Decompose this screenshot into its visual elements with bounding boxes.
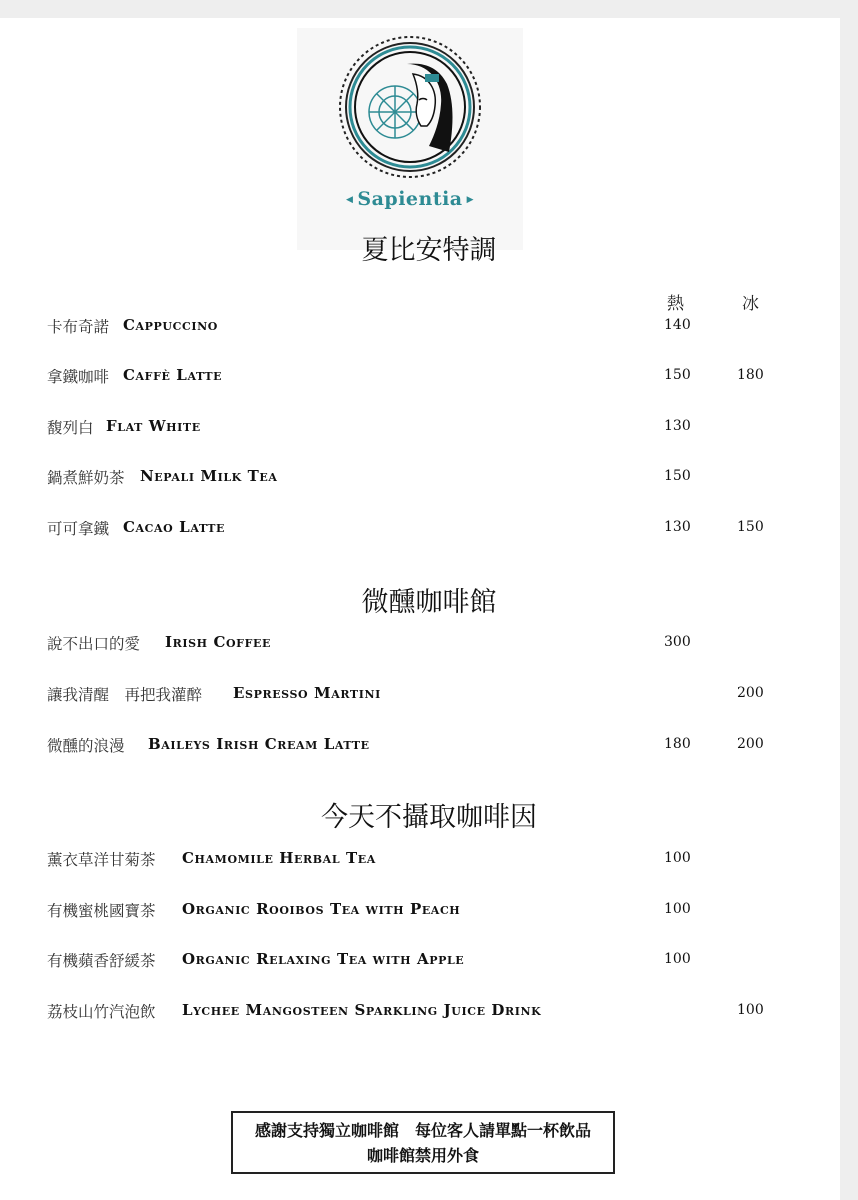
item-name-en: Organic Relaxing Tea with Apple bbox=[182, 950, 465, 968]
price-hot: 150 bbox=[664, 468, 691, 484]
price-ice: 100 bbox=[737, 1002, 764, 1018]
menu-row bbox=[47, 949, 787, 975]
menu-row bbox=[47, 466, 787, 492]
item-name-zh: 薰衣草洋甘菊茶 bbox=[47, 851, 156, 869]
item-name-zh: 微醺的浪漫 bbox=[47, 737, 125, 755]
goddess-emblem-icon bbox=[337, 34, 483, 180]
price-hot: 130 bbox=[664, 519, 691, 535]
item-name-zh: 有機蜜桃國寶茶 bbox=[47, 902, 156, 920]
price-hot: 130 bbox=[664, 418, 691, 434]
item-name-zh: 卡布奇諾 bbox=[47, 318, 110, 336]
menu-row bbox=[47, 632, 787, 658]
price-ice: 150 bbox=[737, 519, 764, 535]
left-triangle-icon: ◀ bbox=[345, 195, 354, 205]
price-hot: 100 bbox=[664, 901, 691, 917]
section-title-tipsy-cafe: 微醺咖啡館 bbox=[361, 587, 497, 618]
menu-row bbox=[47, 416, 787, 442]
item-name-en: Chamomile Herbal Tea bbox=[182, 849, 376, 867]
item-name-zh: 讓我清醒 再把我灌醉 bbox=[47, 686, 203, 704]
price-hot: 150 bbox=[664, 367, 691, 383]
item-name-zh: 馥列白 bbox=[47, 419, 94, 437]
item-name-zh: 拿鐵咖啡 bbox=[47, 368, 110, 386]
item-name-zh: 說不出口的愛 bbox=[47, 635, 141, 653]
price-hot: 100 bbox=[664, 850, 691, 866]
price-ice: 200 bbox=[737, 685, 764, 701]
item-name-en: Cacao Latte bbox=[123, 518, 226, 536]
item-name-en: Organic Rooibos Tea with Peach bbox=[182, 900, 461, 918]
item-name-en: Nepali Milk Tea bbox=[140, 467, 278, 485]
item-name-en: Lychee Mangosteen Sparkling Juice Drink bbox=[182, 1001, 542, 1019]
price-ice: 200 bbox=[737, 736, 764, 752]
price-hot: 180 bbox=[664, 736, 691, 752]
menu-row bbox=[47, 683, 787, 709]
price-ice: 180 bbox=[737, 367, 764, 383]
item-name-en: Baileys Irish Cream Latte bbox=[148, 735, 370, 753]
item-name-en: Flat White bbox=[106, 417, 201, 435]
menu-row bbox=[47, 1000, 787, 1026]
menu-row bbox=[47, 517, 787, 543]
price-hot: 140 bbox=[664, 317, 691, 333]
menu-row bbox=[47, 734, 787, 760]
menu-row bbox=[47, 315, 787, 341]
notice-line-2: 咖啡館禁用外食 bbox=[366, 1146, 479, 1165]
menu-row bbox=[47, 899, 787, 925]
menu-row bbox=[47, 848, 787, 874]
section-title-caffeine-free: 今天不攝取咖啡因 bbox=[321, 802, 537, 833]
column-header-hot: 熱 bbox=[667, 294, 684, 314]
logo bbox=[297, 28, 523, 250]
menu-row bbox=[47, 365, 787, 391]
item-name-en: Caffè Latte bbox=[123, 366, 223, 384]
item-name-zh: 可可拿鐵 bbox=[47, 520, 110, 538]
item-name-en: Cappuccino bbox=[123, 316, 218, 334]
brand-name: ◀ Sapientia ▶ bbox=[345, 188, 475, 210]
section-title-specials: 夏比安特調 bbox=[361, 235, 497, 266]
item-name-zh: 有機蘋香舒緩茶 bbox=[47, 952, 156, 970]
item-name-zh: 鍋煮鮮奶茶 bbox=[47, 469, 125, 487]
notice-line-1: 感謝支持獨立咖啡館 每位客人請單點一杯飲品 bbox=[254, 1121, 591, 1140]
notice-box bbox=[231, 1111, 615, 1174]
right-triangle-icon: ▶ bbox=[466, 195, 475, 205]
price-hot: 100 bbox=[664, 951, 691, 967]
item-name-en: Espresso Martini bbox=[233, 684, 381, 702]
item-name-en: Irish Coffee bbox=[165, 633, 271, 651]
item-name-zh: 荔枝山竹汽泡飲 bbox=[47, 1003, 156, 1021]
column-header-ice: 冰 bbox=[742, 294, 759, 314]
price-hot: 300 bbox=[664, 634, 691, 650]
